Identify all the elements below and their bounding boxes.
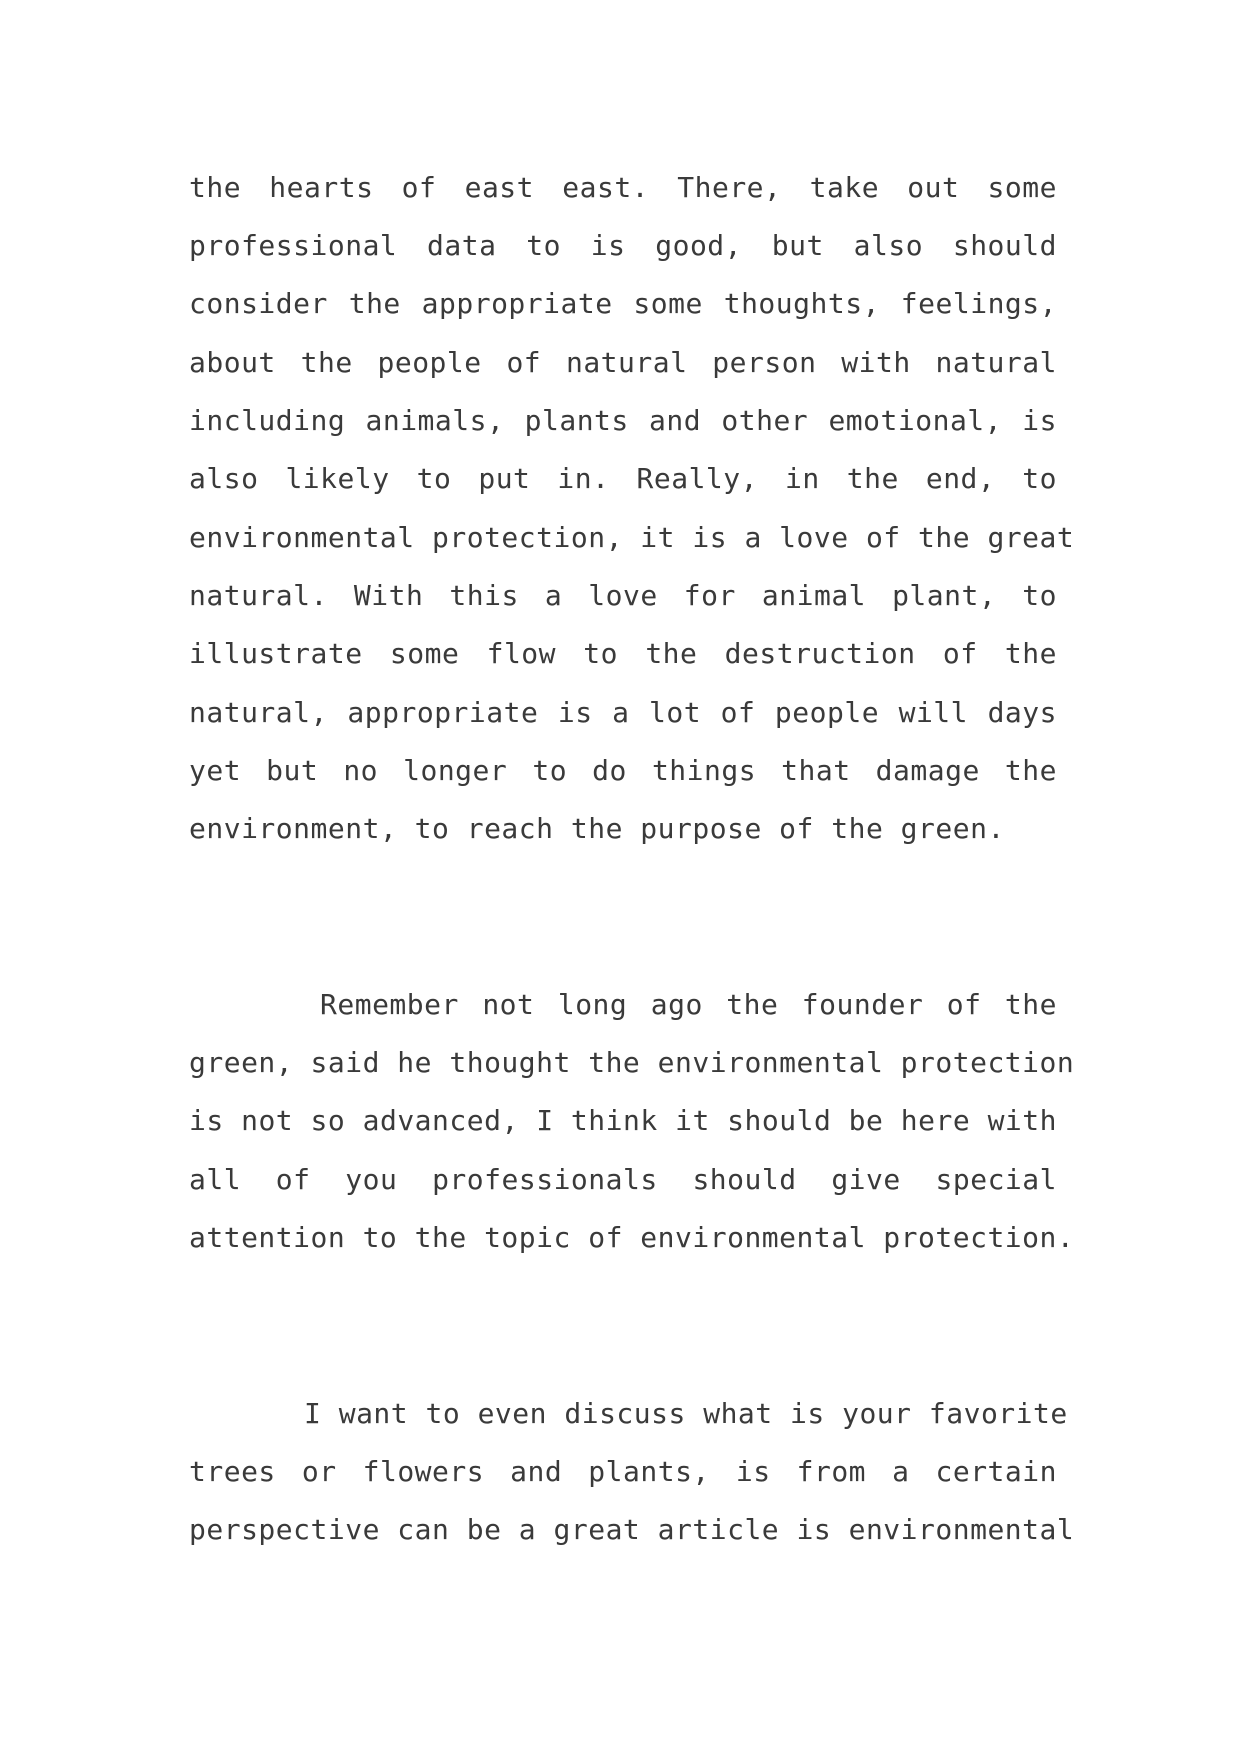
text-line: is not so advanced, I think it should be here with (189, 1104, 1057, 1137)
text-line: also likely to put in. Really, in the end, to (189, 462, 1057, 495)
text-line: Remember not long ago the founder of the (320, 988, 1057, 1021)
text-line: environmental protection, it is a love of the great (189, 521, 1075, 554)
text-line: illustrate some flow to the destruction of the (189, 637, 1057, 670)
text-line: attention to the topic of environmental protection. (189, 1221, 1075, 1254)
text-line: green, said he thought the environmental protection (189, 1046, 1075, 1079)
text-line: the hearts of east east. There, take out some (189, 171, 1057, 204)
text-line: all of you professionals should give special (189, 1163, 1057, 1196)
text-line: I want to even discuss what is your favorite (304, 1397, 1068, 1430)
text-line: including animals, plants and other emotional, is (189, 404, 1057, 437)
text-line: environment, to reach the purpose of the green. (189, 812, 1005, 845)
text-line: perspective can be a great article is environmental (189, 1513, 1075, 1546)
text-line: consider the appropriate some thoughts, feelings, (189, 287, 1057, 320)
text-line: natural. With this a love for animal plant, to (189, 579, 1057, 612)
text-line: natural, appropriate is a lot of people will days (189, 696, 1057, 729)
text-line: trees or flowers and plants, is from a certain (189, 1455, 1057, 1488)
text-line: professional data to is good, but also should (189, 229, 1057, 262)
text-line: about the people of natural person with natural (189, 346, 1057, 379)
text-line: yet but no longer to do things that damage the (189, 754, 1057, 787)
